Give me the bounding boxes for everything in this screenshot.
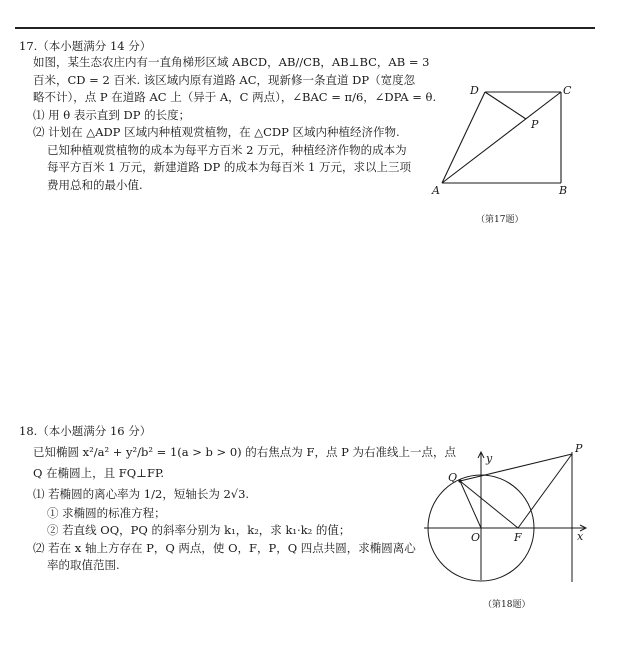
problem-18-part-2: ⑵ 若在 x 轴上方存在 P，Q 两点，使 O，F，P，Q 四点共圆，求椭圆离心 xyxy=(33,540,416,555)
figure-17 xyxy=(428,80,588,200)
figure-18 xyxy=(420,440,595,590)
label-c: C xyxy=(563,84,572,97)
label-p: P xyxy=(531,118,539,131)
problem-18-header: 18.（本小题满分 16 分） xyxy=(19,424,152,438)
segment-oq xyxy=(460,481,481,528)
problem-18-part-1: ⑴ 若椭圆的离心率为 1/2，短轴长为 2√3. xyxy=(33,486,250,501)
problem-17-part-1: ⑴ 用 θ 表示直到 DP 的长度； xyxy=(33,107,191,122)
problem-18-line: 率的取值范围. xyxy=(47,558,120,572)
problem-17-line: 每平方百米 1 万元，新建道路 DP 的成本为每百米 1 万元，求以上三项 xyxy=(47,160,412,174)
problem-17 xyxy=(19,38,436,194)
segment-ac xyxy=(442,92,561,183)
problem-18-line: Q 在椭圆上，且 FQ⊥FP. xyxy=(33,466,165,480)
label-x: x xyxy=(577,530,584,543)
label-b: B xyxy=(559,184,568,197)
problem-18-part-1-2: ② 若直线 OQ，PQ 的斜率分别为 k₁，k₂，求 k₁·k₂ 的值； xyxy=(47,523,351,537)
top-rule xyxy=(15,27,595,29)
problem-18-line: 已知椭圆 x²/a² + y²/b² = 1(a > b > 0) 的右焦点为 F，点 P 为右准线上一点，点 xyxy=(33,445,456,459)
problem-17-line: 如图，某生态农庄内有一直角梯形区域 ABCD，AB//CB，AB⊥BC，AB = 3 xyxy=(33,55,430,69)
label-y: y xyxy=(486,452,493,465)
problem-17-line: 已知种植观赏植物的成本为每平方百米 2 万元，种植经济作物的成本为 xyxy=(47,142,407,157)
problem-17-header: 17.（本小题满分 14 分） xyxy=(19,39,152,53)
label-p: P xyxy=(575,442,583,455)
point-q xyxy=(458,479,461,482)
problem-18 xyxy=(19,423,456,575)
label-q: Q xyxy=(448,471,458,484)
label-o: O xyxy=(471,531,481,544)
label-d: D xyxy=(470,84,479,97)
problem-17-line: 百米，CD = 2 百米. 该区域内原有道路 AC，现新修一条直道 DP（宽度忽 xyxy=(33,72,416,87)
label-f: F xyxy=(514,531,522,544)
problem-17-part-2: ⑵ 计划在 △ADP 区域内种植观赏植物，在 △CDP 区域内种植经济作物. xyxy=(33,125,400,139)
problem-17-line: 略不计），点 P 在道路 AC 上（异于 A，C 两点），∠BAC = π/6，∠DPA = θ. xyxy=(33,90,437,104)
label-a: A xyxy=(432,184,440,197)
segment-qf xyxy=(460,481,518,528)
figure-18-caption: （第18题） xyxy=(483,600,531,610)
problem-17-line: 费用总和的最小值. xyxy=(47,177,143,192)
segment-da xyxy=(442,92,485,183)
segment-dp xyxy=(485,92,526,119)
problem-18-part-1-1: ① 求椭圆的标准方程； xyxy=(47,505,166,520)
figure-17-caption: （第17题） xyxy=(476,215,524,225)
